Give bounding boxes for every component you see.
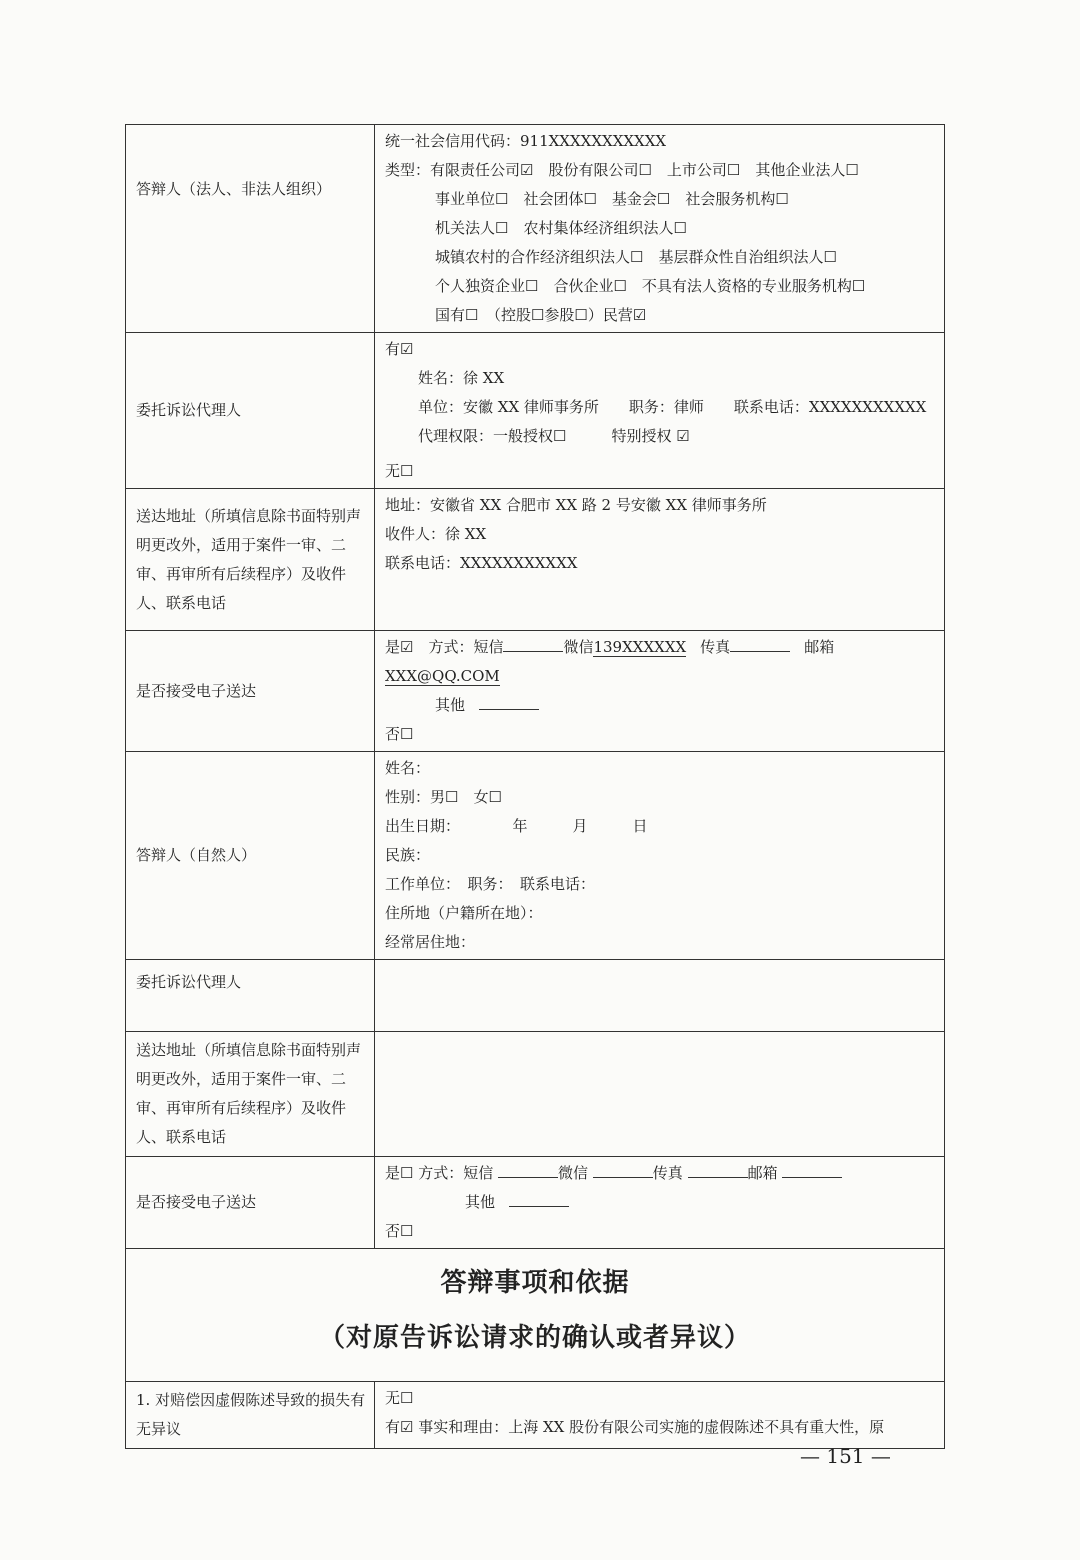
agent-person-label: 委托诉讼代理人	[126, 960, 375, 1032]
wechat-value: 139XXXXXX	[593, 638, 687, 656]
row-respondent-person	[126, 752, 945, 960]
section-heading	[126, 1249, 945, 1382]
row-item-1	[126, 1382, 945, 1449]
address-org-content	[375, 489, 945, 631]
other-label: 其他	[435, 696, 466, 714]
respondent-person-label: 答辩人（自然人）	[126, 752, 375, 960]
row-e-service-org	[126, 631, 945, 752]
row-agent-person	[126, 960, 945, 1032]
person-name: 姓名：	[385, 759, 431, 777]
agent-authority: 代理权限：一般授权☐ 特别授权 ☑	[418, 427, 690, 445]
address-person-content	[375, 1032, 945, 1157]
e-service-org-label: 是否接受电子送达	[126, 631, 375, 752]
agent-unit: 单位：安徽 XX 律师事务所 职务：律师 联系电话：XXXXXXXXXXX	[418, 398, 927, 416]
person-email-label: 邮箱	[747, 1164, 778, 1182]
e-service-no: 否☐	[385, 725, 414, 743]
item-1-content	[375, 1382, 945, 1449]
address-person-label: 送达地址（所填信息除书面特别声明更改外，适用于案件一审、二审、再审所有后续程序）及收件人、联系电话	[126, 1032, 375, 1157]
person-work: 工作单位： 职务： 联系电话：	[385, 875, 596, 893]
email-value: XXX@QQ.COM	[385, 667, 500, 685]
e-service-other-line	[385, 691, 934, 720]
respondent-person-content	[375, 752, 945, 960]
agent-person-content	[375, 960, 945, 1032]
org-type-line-5: 个人独资企业☐ 合伙企业☐ 不具有法人资格的专业服务机构☐	[435, 277, 866, 295]
person-domicile: 住所地（户籍所在地）：	[385, 904, 543, 922]
row-address-org	[126, 489, 945, 631]
agent-org-content	[375, 333, 945, 489]
e-service-person-yes: 是☐ 方式：短信	[385, 1164, 494, 1182]
wechat-label: 微信	[563, 638, 594, 656]
person-ethnicity: 民族：	[385, 846, 431, 864]
person-birth: 出生日期： 年 月 日	[385, 817, 648, 835]
person-fax-label: 传真	[652, 1164, 683, 1182]
e-service-person-yes-line	[385, 1159, 934, 1188]
pleading-form-table	[125, 124, 945, 1449]
item-1-none: 无☐	[385, 1389, 414, 1407]
service-address: 地址：安徽省 XX 合肥市 XX 路 2 号安徽 XX 律师事务所	[385, 496, 767, 514]
org-type-line-4: 城镇农村的合作经济组织法人☐ 基层群众性自治组织法人☐	[435, 248, 837, 266]
row-e-service-person	[126, 1157, 945, 1249]
fax-label: 传真	[700, 638, 731, 656]
agent-org-label: 委托诉讼代理人	[126, 333, 375, 489]
respondent-org-label: 答辩人（法人、非法人组织）	[126, 125, 375, 333]
e-service-yes: 是☑ 方式：短信	[385, 638, 504, 656]
page-number: — 151 —	[800, 1444, 891, 1468]
service-recipient: 收件人：徐 XX	[385, 525, 487, 543]
person-other-label: 其他	[465, 1193, 496, 1211]
e-service-person-other-line	[385, 1188, 934, 1217]
email-label: 邮箱	[804, 638, 835, 656]
e-service-person-label: 是否接受电子送达	[126, 1157, 375, 1249]
row-address-person	[126, 1032, 945, 1157]
e-service-org-content	[375, 631, 945, 752]
address-org-label: 送达地址（所填信息除书面特别声明更改外，适用于案件一审、二审、再审所有后续程序）及收件人、联系电话	[126, 489, 375, 631]
person-wechat-label: 微信	[558, 1164, 589, 1182]
section-subtitle: （对原告诉讼请求的确认或者异议）	[318, 1323, 751, 1353]
row-respondent-org	[126, 125, 945, 333]
e-service-person-content	[375, 1157, 945, 1249]
item-1-has: 有☑ 事实和理由：上海 XX 股份有限公司实施的虚假陈述不具有重大性，原	[385, 1418, 885, 1436]
org-type-line-3: 机关法人☐ 农村集体经济组织法人☐	[435, 219, 687, 237]
org-type-line-1: 类型：有限责任公司☑ 股份有限公司☐ 上市公司☐ 其他企业法人☐	[385, 161, 859, 179]
e-service-person-no: 否☐	[385, 1222, 414, 1240]
agent-has: 有☑	[385, 340, 414, 358]
org-type-line-6: 国有☐ （控股☐参股☐）民营☑	[435, 306, 647, 324]
respondent-org-content	[375, 125, 945, 333]
item-1-label: 1. 对赔偿因虚假陈述导致的损失有无异议	[126, 1382, 375, 1449]
person-residence: 经常居住地：	[385, 933, 476, 951]
row-section-heading	[126, 1249, 945, 1382]
org-type-line-2: 事业单位☐ 社会团体☐ 基金会☐ 社会服务机构☐	[435, 190, 789, 208]
row-agent-org	[126, 333, 945, 489]
agent-name: 姓名：徐 XX	[418, 369, 505, 387]
e-service-yes-line	[385, 633, 934, 691]
credit-code: 统一社会信用代码：911XXXXXXXXXXX	[385, 132, 667, 150]
section-title: 答辩事项和依据	[440, 1268, 630, 1298]
service-phone: 联系电话：XXXXXXXXXXX	[385, 554, 578, 572]
agent-none: 无☐	[385, 462, 414, 480]
person-gender: 性别：男☐ 女☐	[385, 788, 502, 806]
